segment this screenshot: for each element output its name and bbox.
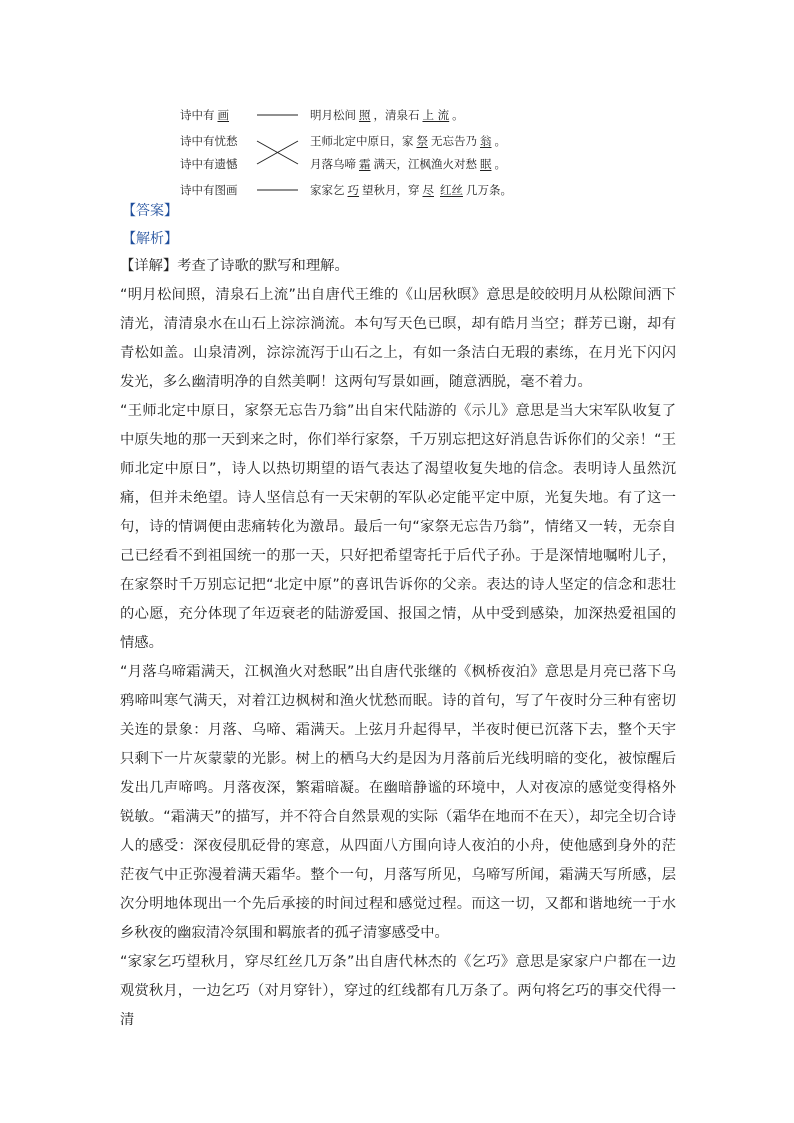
figure-answer-blank: 红丝: [440, 183, 463, 197]
figure-text: 。: [494, 134, 506, 148]
figure-right-line: [310, 108, 464, 122]
matching-figure: [180, 104, 540, 204]
figure-left-label: [180, 157, 238, 171]
figure-answer-blank: 照: [359, 108, 371, 122]
figure-left-label: [180, 134, 238, 148]
figure-text: 明月松间: [310, 108, 356, 122]
figure-text: 无忘告乃: [431, 134, 477, 148]
figure-text: 满天，江枫渔火对愁: [373, 157, 477, 171]
figure-left-label: [180, 108, 232, 122]
explanation-body: [120, 252, 676, 1035]
figure-answer-blank: 祭: [416, 134, 428, 148]
figure-left-blank: 画: [217, 108, 229, 122]
figure-answer-blank: 上 流: [422, 108, 450, 122]
figure-left-label: [180, 183, 238, 197]
figure-left-prefix: 诗中有: [180, 108, 215, 122]
paragraph-zhangji: “月落乌啼霜满天，江枫渔火对愁眠”出自唐代张继的《枫桥夜泊》意思是月亮已落下乌鸦啼叫寒气满天，对着江边枫树和渔火忧愁而眠。诗的首句，写了午夜时分三种有密切关连的景象：月落、乌啼、霜满天。上弦月升起得早，半夜时便已沉落下去，整个天宇只剩下一片灰蒙蒙的光影。树上的栖乌大约是因为月落前后光线明暗的变化，被惊醒后发出几声啼鸣。月落夜深，繁霜暗凝。在幽暗静谧的环境中，人对夜凉的感觉变得格外锐敏。“霜满天”的描写，并不符合自然景观的实际（霜华在地而不在天），却完全切合诗人的感受：深夜侵肌砭骨的寒意，从四面八方围向诗人夜泊的小舟，使他感到身外的茫茫夜气中正弥漫着满天霜华。整个一句，月落写所见，乌啼写所闻，霜满天写所感，层次分明地体现出一个先后承接的时间过程和感觉过程。而这一切，又都和谐地统一于水乡秋夜的幽寂清冷氛围和羁旅者的孤孑清寥感受中。: [120, 664, 676, 941]
figure-left-prefix: 诗中有遗憾: [180, 157, 238, 171]
figure-text: 王师北定中原日，家: [310, 134, 414, 148]
paragraph-wangwei: “明月松间照，清泉石上流”出自唐代王维的《山居秋暝》意思是皎皎明月从松隙间洒下清光，清清泉水在山石上淙淙淌流。本句写天色已暝，却有皓月当空；群芳已谢，却有青松如盖。山泉清冽，淙淙流泻于山石之上，有如一条洁白无瑕的素练，在月光下闪闪发光，多么幽清明净的自然美啊！这两句写景如画，随意洒脱，毫不着力。: [120, 287, 676, 390]
figure-right-line: [310, 134, 506, 148]
paragraph-linjie: “家家乞巧望秋月，穿尽红丝几万条”出自唐代林杰的《乞巧》意思是家家户户都在一边观赏秋月，一边乞巧（对月穿针），穿过的红线都有几万条了。两句将乞巧的事交代得一清: [120, 954, 676, 1028]
figure-text: 望秋月，穿: [362, 183, 420, 197]
figure-text: 家家乞: [310, 183, 345, 197]
figure-answer-blank: 霜: [359, 157, 371, 171]
figure-text: ，清泉石: [373, 108, 420, 122]
figure-right-line: [310, 183, 512, 197]
figure-answer-blank: 眠: [480, 157, 492, 171]
figure-answer-blank: 翁: [480, 134, 492, 148]
figure-text: 。: [494, 157, 506, 171]
figure-left-prefix: 诗中有图画: [180, 183, 238, 197]
paragraph-luyou: “王师北定中原日，家祭无忘告乃翁”出自宋代陆游的《示儿》意思是当大宋军队收复了中原失地的那一天到来之时，你们举行家祭，千万别忘把这好消息告诉你们的父亲！“王师北定中原日”，诗人以热切期望的语气表达了渴望收复失地的信念。表明诗人虽然沉痛，但并未绝望。诗人坚信总有一天宋朝的军队必定能平定中原，光复失地。有了这一句，诗的情调便由悲痛转化为激昂。最后一句“家祭无忘告乃翁”，情绪又一转，无奈自己已经看不到祖国统一的那一天，只好把希望寄托于后代子孙。于是深情地嘱咐儿子，在家祭时千万别忘记把“北定中原”的喜讯告诉你的父亲。表达的诗人坚定的信念和悲壮的心愿，充分体现了年迈衰老的陆游爱国、报国之情，从中受到感染，加深热爱祖国的情感。: [120, 403, 676, 651]
figure-left-prefix: 诗中有忧愁: [180, 134, 238, 148]
figure-text: 月落乌啼: [310, 157, 356, 171]
figure-text: 几万条。: [466, 183, 512, 197]
answer-tag: 【答案】: [122, 203, 178, 219]
figure-text: 。: [452, 108, 464, 122]
figure-answer-blank: 巧: [347, 183, 359, 197]
analysis-tag: 【解析】: [122, 231, 178, 247]
figure-answer-blank: 尽: [422, 183, 434, 197]
figure-right-line: [310, 157, 506, 171]
paragraph-intro: 【详解】考查了诗歌的默写和理解。: [120, 258, 349, 274]
